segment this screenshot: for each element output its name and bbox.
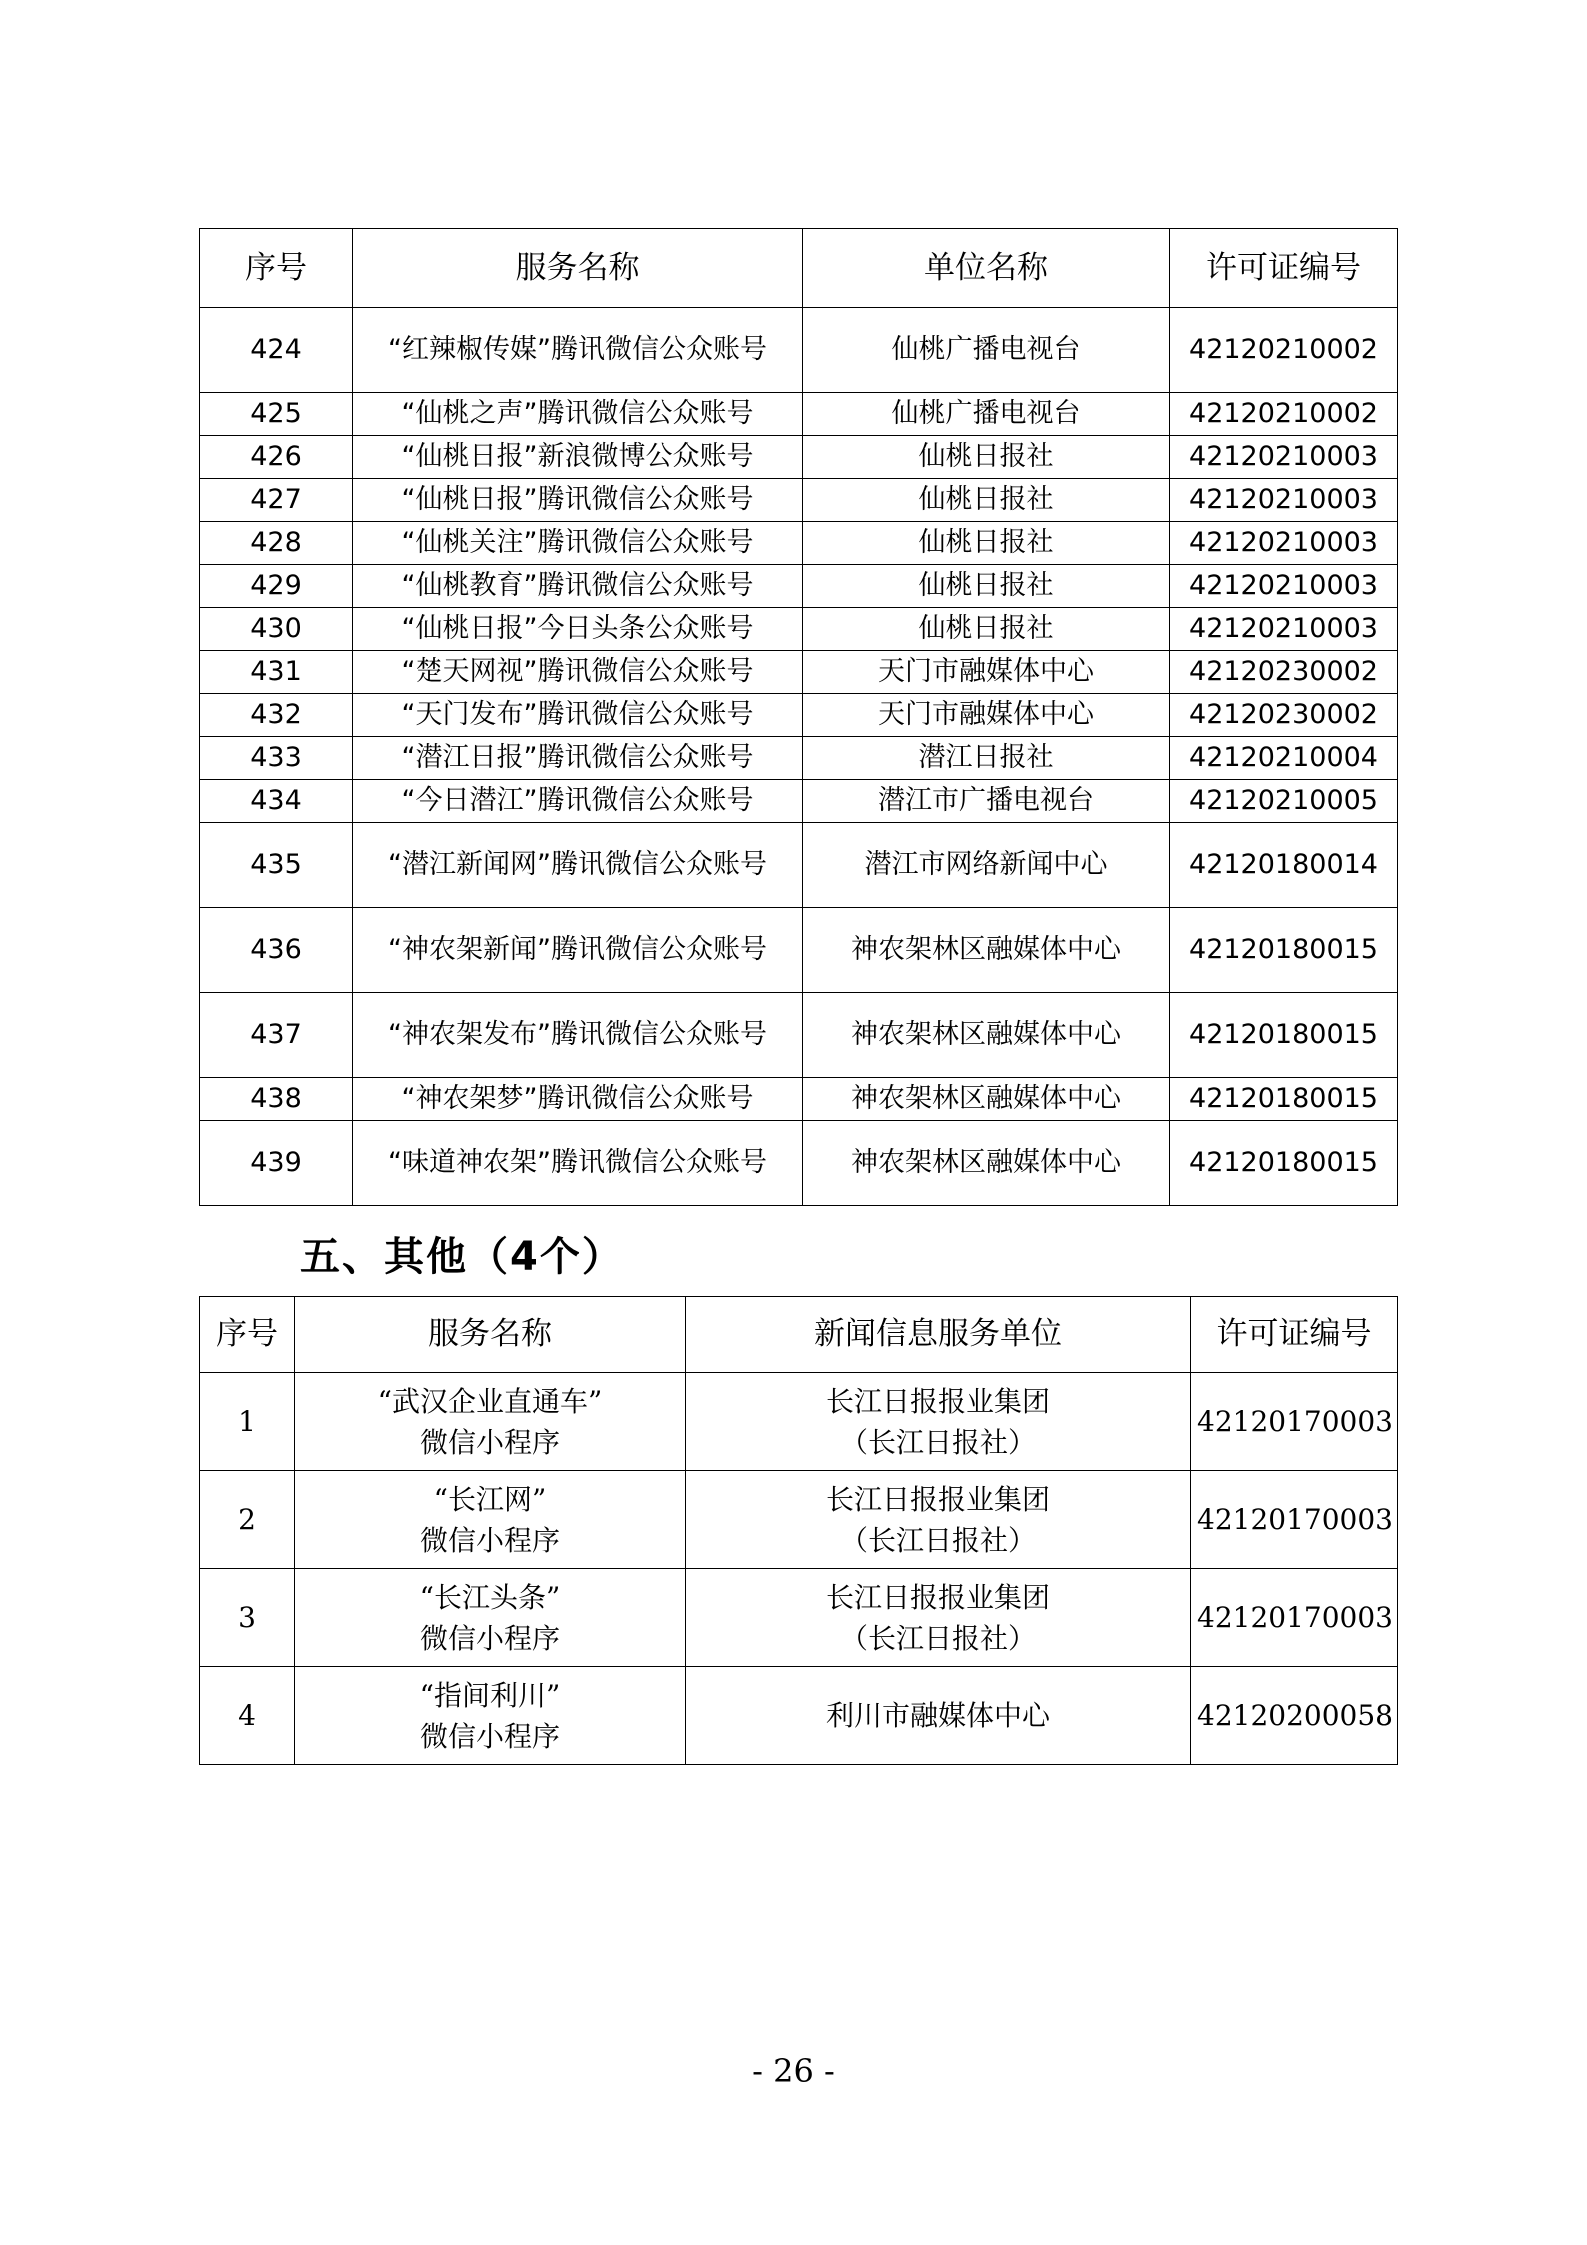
license-table-other: [199, 1296, 1398, 1765]
header-license-no: 许可证编号: [1170, 229, 1398, 308]
unit-line2: （长江日报社）: [839, 1621, 1036, 1655]
cell-service-name: “神农架发布”腾讯微信公众账号: [353, 993, 803, 1078]
cell-unit-name: 仙桃广播电视台: [803, 308, 1170, 393]
cell-license-no: 42120210002: [1170, 308, 1398, 393]
cell-no: 2: [200, 1471, 295, 1569]
cell-service-name: “仙桃教育”腾讯微信公众账号: [353, 565, 803, 608]
table-row: [200, 1569, 1398, 1667]
service-name-line2: 微信小程序: [419, 1425, 560, 1459]
cell-unit-name: 仙桃日报社: [803, 436, 1170, 479]
cell-unit-name: 仙桃广播电视台: [803, 393, 1170, 436]
cell-service-name: “红辣椒传媒”腾讯微信公众账号: [353, 308, 803, 393]
cell-license-no: 42120170003: [1191, 1569, 1398, 1667]
cell-no: 4: [200, 1667, 295, 1765]
cell-unit-name: 神农架林区融媒体中心: [803, 1078, 1170, 1121]
cell-no: 433: [200, 737, 353, 780]
table-row: [200, 522, 1398, 565]
table-header-row: [200, 1297, 1398, 1373]
cell-no: 428: [200, 522, 353, 565]
unit-line2: （长江日报社）: [839, 1523, 1036, 1557]
cell-service-name: “神农架梦”腾讯微信公众账号: [353, 1078, 803, 1121]
service-name-line1: “长江网”: [433, 1482, 547, 1516]
header-service-name: 服务名称: [295, 1297, 686, 1373]
table-row: [200, 1373, 1398, 1471]
cell-license-no: 42120210003: [1170, 436, 1398, 479]
cell-service-name: “天门发布”腾讯微信公众账号: [353, 694, 803, 737]
cell-unit-name: 神农架林区融媒体中心: [803, 1121, 1170, 1206]
cell-license-no: 42120170003: [1191, 1373, 1398, 1471]
cell-no: 437: [200, 993, 353, 1078]
cell-unit-name: 仙桃日报社: [803, 522, 1170, 565]
table-row: [200, 908, 1398, 993]
cell-license-no: 42120210004: [1170, 737, 1398, 780]
cell-license-no: 42120210003: [1170, 608, 1398, 651]
cell-unit-name: 仙桃日报社: [803, 565, 1170, 608]
service-name-line1: “长江头条”: [419, 1580, 561, 1614]
cell-license-no: 42120230002: [1170, 694, 1398, 737]
cell-license-no: 42120180015: [1170, 1078, 1398, 1121]
table-row: [200, 780, 1398, 823]
cell-service-name: [295, 1569, 686, 1667]
cell-service-name: “楚天网视”腾讯微信公众账号: [353, 651, 803, 694]
header-no: 序号: [200, 1297, 295, 1373]
cell-no: 425: [200, 393, 353, 436]
cell-service-name: “味道神农架”腾讯微信公众账号: [353, 1121, 803, 1206]
unit-line1: 长江日报报业集团: [825, 1384, 1050, 1418]
table-row: [200, 1667, 1398, 1765]
table-row: [200, 393, 1398, 436]
table-row: [200, 651, 1398, 694]
unit-line1: 长江日报报业集团: [825, 1580, 1050, 1614]
cell-no: 439: [200, 1121, 353, 1206]
cell-no: 438: [200, 1078, 353, 1121]
table-row: [200, 823, 1398, 908]
cell-no: 427: [200, 479, 353, 522]
service-name-line1: “武汉企业直通车”: [377, 1384, 603, 1418]
unit-line1: 长江日报报业集团: [825, 1482, 1050, 1516]
cell-unit-name: 天门市融媒体中心: [803, 694, 1170, 737]
table-row: [200, 308, 1398, 393]
cell-service-name: [295, 1471, 686, 1569]
header-unit-name: 单位名称: [803, 229, 1170, 308]
header-news-unit: 新闻信息服务单位: [686, 1297, 1191, 1373]
cell-unit-name: 潜江市广播电视台: [803, 780, 1170, 823]
table-row: [200, 737, 1398, 780]
cell-unit-name: 天门市融媒体中心: [803, 651, 1170, 694]
cell-no: 431: [200, 651, 353, 694]
table-row: [200, 436, 1398, 479]
cell-service-name: “今日潜江”腾讯微信公众账号: [353, 780, 803, 823]
cell-service-name: “潜江日报”腾讯微信公众账号: [353, 737, 803, 780]
cell-unit-name: 潜江市网络新闻中心: [803, 823, 1170, 908]
cell-no: 424: [200, 308, 353, 393]
service-name-line2: 微信小程序: [419, 1621, 560, 1655]
cell-news-unit: [686, 1667, 1191, 1765]
table-row: [200, 1121, 1398, 1206]
cell-license-no: 42120210003: [1170, 479, 1398, 522]
cell-no: 435: [200, 823, 353, 908]
cell-license-no: 42120180015: [1170, 1121, 1398, 1206]
table-row: [200, 1078, 1398, 1121]
cell-license-no: 42120230002: [1170, 651, 1398, 694]
cell-no: 434: [200, 780, 353, 823]
cell-service-name: “仙桃日报”腾讯微信公众账号: [353, 479, 803, 522]
cell-no: 426: [200, 436, 353, 479]
cell-unit-name: 神农架林区融媒体中心: [803, 993, 1170, 1078]
cell-service-name: “仙桃关注”腾讯微信公众账号: [353, 522, 803, 565]
table-row: [200, 479, 1398, 522]
section-title: 五、其他（4个）: [300, 1234, 624, 1280]
cell-service-name: “潜江新闻网”腾讯微信公众账号: [353, 823, 803, 908]
cell-unit-name: 仙桃日报社: [803, 479, 1170, 522]
cell-no: 3: [200, 1569, 295, 1667]
cell-news-unit: [686, 1471, 1191, 1569]
cell-service-name: “仙桃之声”腾讯微信公众账号: [353, 393, 803, 436]
table-row: [200, 565, 1398, 608]
cell-service-name: “神农架新闻”腾讯微信公众账号: [353, 908, 803, 993]
cell-no: 430: [200, 608, 353, 651]
header-no: 序号: [200, 229, 353, 308]
cell-unit-name: 仙桃日报社: [803, 608, 1170, 651]
cell-no: 436: [200, 908, 353, 993]
table-header-row: [200, 229, 1398, 308]
cell-service-name: [295, 1373, 686, 1471]
cell-no: 1: [200, 1373, 295, 1471]
unit-line2: （长江日报社）: [839, 1425, 1036, 1459]
cell-no: 429: [200, 565, 353, 608]
cell-news-unit: [686, 1373, 1191, 1471]
cell-no: 432: [200, 694, 353, 737]
cell-license-no: 42120200058: [1191, 1667, 1398, 1765]
service-name-line2: 微信小程序: [419, 1719, 560, 1753]
cell-license-no: 42120210005: [1170, 780, 1398, 823]
page-number: - 26 -: [752, 2052, 835, 2090]
unit-line1: 利川市融媒体中心: [825, 1699, 1050, 1732]
cell-service-name: “仙桃日报”新浪微博公众账号: [353, 436, 803, 479]
cell-service-name: [295, 1667, 686, 1765]
table-row: [200, 1471, 1398, 1569]
cell-news-unit: [686, 1569, 1191, 1667]
cell-service-name: “仙桃日报”今日头条公众账号: [353, 608, 803, 651]
table-row: [200, 694, 1398, 737]
cell-unit-name: 潜江日报社: [803, 737, 1170, 780]
service-name-line1: “指间利川”: [419, 1678, 561, 1712]
table-row: [200, 608, 1398, 651]
cell-license-no: 42120210002: [1170, 393, 1398, 436]
cell-license-no: 42120170003: [1191, 1471, 1398, 1569]
header-license-no: 许可证编号: [1191, 1297, 1398, 1373]
cell-license-no: 42120180015: [1170, 993, 1398, 1078]
cell-license-no: 42120210003: [1170, 565, 1398, 608]
header-service-name: 服务名称: [353, 229, 803, 308]
table-row: [200, 993, 1398, 1078]
cell-license-no: 42120210003: [1170, 522, 1398, 565]
cell-license-no: 42120180015: [1170, 908, 1398, 993]
license-table-main: [199, 228, 1398, 1206]
service-name-line2: 微信小程序: [419, 1523, 560, 1557]
cell-unit-name: 神农架林区融媒体中心: [803, 908, 1170, 993]
cell-license-no: 42120180014: [1170, 823, 1398, 908]
